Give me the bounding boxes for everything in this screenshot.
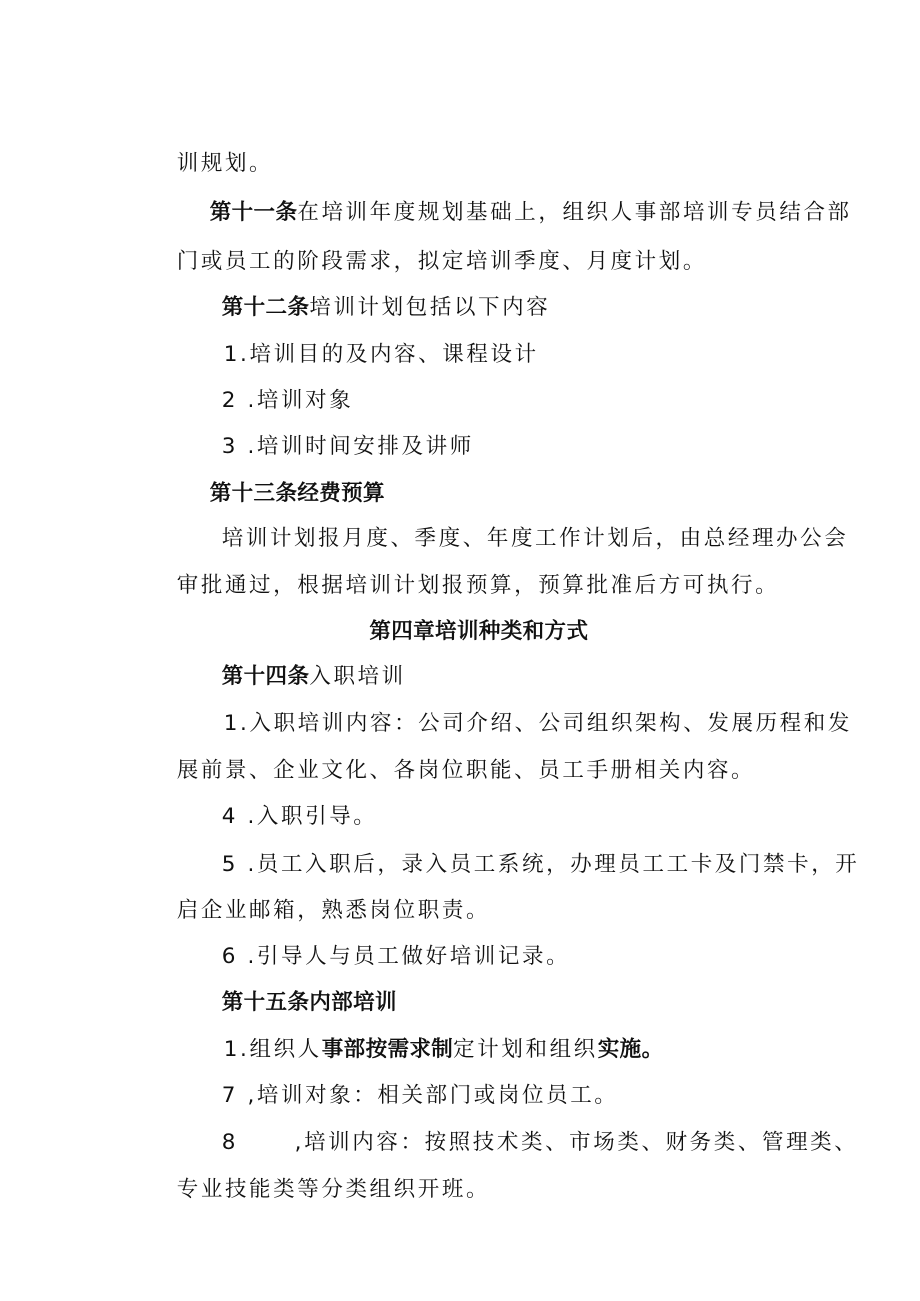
article-label: 第十四条: [221, 664, 310, 689]
line-text: 8 ,培训内容：按照技术类、市场类、财务类、管理类、: [221, 1130, 859, 1155]
line-text: 1.组织人: [223, 1037, 322, 1062]
line-text: 展前景、企业文化、各岗位职能、员工手册相关内容。: [176, 758, 756, 783]
line-text: 3 .培训时间安排及讲师: [221, 434, 474, 459]
chapter-heading: [0, 587, 920, 677]
line-text: 审批通过，根据培训计划报预算，预算批准后方可执行。: [176, 573, 780, 598]
chapter-title: 第四章培训种类和方式: [369, 619, 589, 644]
line-text: 1.入职培训内容：公司介绍、公司组织架构、发展历程和发: [223, 711, 852, 736]
article-label: 第十二条: [221, 295, 310, 320]
line-text: 定计划和组织: [453, 1037, 598, 1062]
list-item-continuation: [139, 1145, 490, 1235]
line-text: 2 .培训对象: [221, 388, 354, 413]
line-text: 培训计划包括以下内容: [309, 295, 551, 320]
line-text: 启企业邮箱，熟悉岗位职责。: [176, 898, 491, 923]
line-text-bold: 事部按需求制: [321, 1037, 454, 1062]
line-text: 5 .员工入职后，录入员工系统，办理员工工卡及门禁卡，开: [221, 852, 860, 877]
line-text: 1.培训目的及内容、课程设计: [223, 342, 539, 367]
article-label: 第十三条经费预算: [209, 481, 385, 506]
article-label: 第十五条内部培训: [221, 990, 397, 1015]
line-text: 在培训年度规划基础上，组织人事部培训专员结合部: [297, 200, 852, 225]
line-text: 门或员工的阶段需求，拟定培训季度、月度计划。: [176, 249, 707, 274]
line-text: 4 .入职引导。: [221, 804, 378, 829]
line-text: 6 .引导人与员工做好培训记录。: [221, 944, 571, 969]
line-text: 7 ,培训对象：相关部门或岗位员工。: [221, 1083, 619, 1108]
article-label: 第十一条: [209, 200, 298, 225]
line-text: 专业技能类等分类组织开班。: [176, 1177, 491, 1202]
line-text: 训规划。: [176, 151, 274, 176]
line-text-bold: 实施。: [597, 1037, 664, 1062]
line-text: 入职培训: [309, 664, 406, 689]
line-text: 培训计划报月度、季度、年度工作计划后，由总经理办公会: [221, 526, 849, 551]
